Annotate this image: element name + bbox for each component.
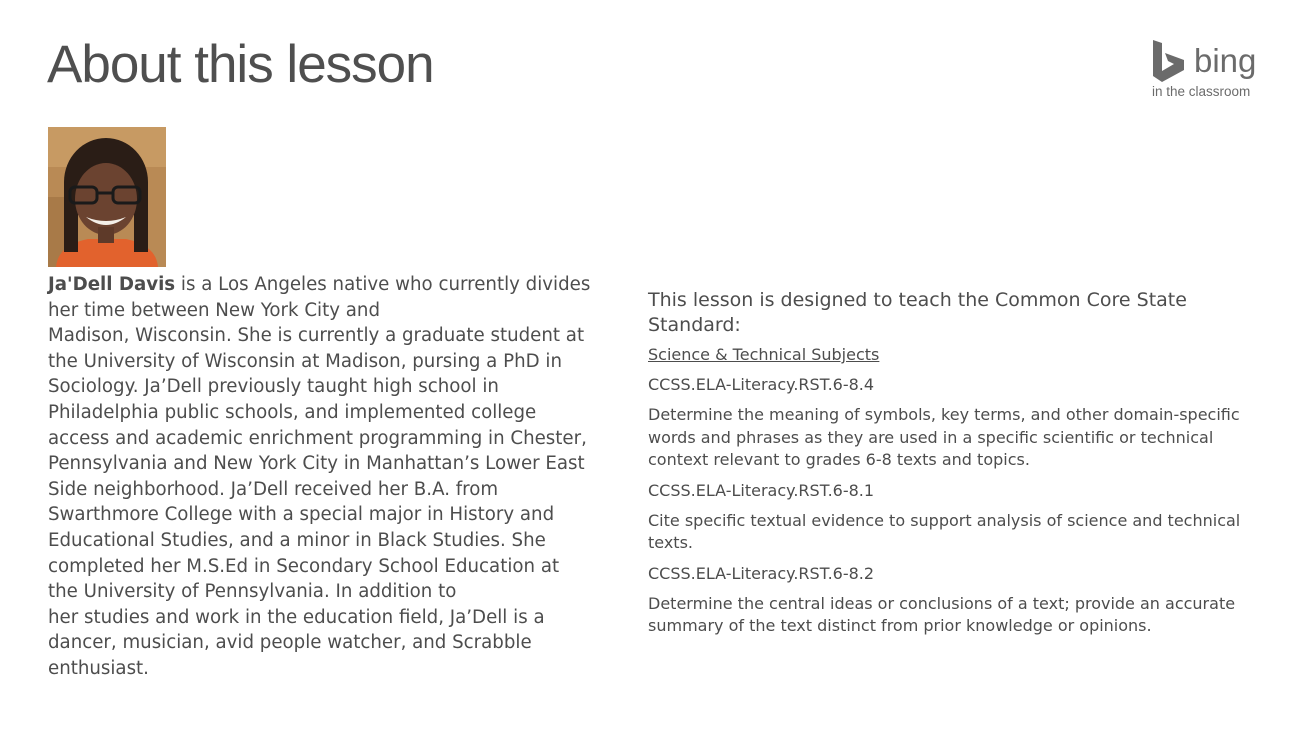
bio-line: the University of Pennsylvania. In addition to	[48, 581, 457, 603]
bio-line: enthusiast.	[48, 657, 149, 679]
standard-description: Cite specific textual evidence to support analysis of science and technical texts.	[648, 510, 1241, 552]
lesson-intro: This lesson is designed to teach the Common Core State Standard:	[648, 289, 1187, 336]
bio-line: Side neighborhood. Ja’Dell received her B.A. from	[48, 478, 499, 500]
standard-description: Determine the central ideas or conclusions of a text; provide an accurate summary of the text distinct from prior knowledge or opinions.	[648, 593, 1236, 635]
standard-code: CCSS.ELA-Literacy.RST.6-8.4	[648, 375, 875, 394]
bio-line: her time between New York City and	[48, 299, 380, 321]
standard-code: CCSS.ELA-Literacy.RST.6-8.2	[648, 563, 875, 583]
subject-heading: Science & Technical Subjects	[648, 345, 880, 364]
lesson-standards	[648, 288, 1273, 646]
bio-line: Swarthmore College with a special major in History and	[48, 504, 555, 526]
page-title: About this lesson	[47, 35, 434, 94]
bio-line: Philadelphia public schools, and implemented college	[48, 401, 537, 423]
bio-line: dancer, musician, avid people watcher, and Scrabble	[48, 632, 532, 654]
standard-code: CCSS.ELA-Literacy.RST.6-8.1	[648, 480, 875, 500]
bing-logo-icon	[1152, 40, 1188, 82]
bio-line: Madison, Wisconsin. She is currently a graduate student at	[48, 325, 585, 347]
bio-line: completed her M.S.Ed in Secondary School Education at	[48, 555, 560, 577]
author-name: Ja'Dell Davis	[48, 274, 176, 295]
bing-logo-tagline: in the classroom	[1152, 84, 1251, 99]
bio-line	[48, 272, 608, 298]
bio-line-text: is a Los Angeles native who currently divides	[175, 274, 591, 295]
bio-line: access and academic enrichment programming in Chester,	[48, 427, 587, 449]
author-bio	[48, 272, 608, 682]
standard-description: Determine the meaning of symbols, key terms, and other domain-specific words and phrases as they are used in a specific scientific or technical context relevant to grades 6-8 texts and topics.	[648, 405, 1240, 469]
bing-logo	[1152, 40, 1264, 102]
bio-line: the University of Wisconsin at Madison, pursing a PhD in	[48, 350, 562, 372]
author-photo	[48, 127, 166, 267]
bio-line: Pennsylvania and New York City in Manhattan’s Lower East	[48, 453, 585, 475]
bing-logo-word: bing	[1194, 42, 1257, 79]
bio-line: her studies and work in the education field, Ja’Dell is a	[48, 606, 545, 628]
bio-line: Sociology. Ja’Dell previously taught high school in	[48, 376, 499, 398]
bio-line: Educational Studies, and a minor in Black Studies. She	[48, 529, 546, 551]
